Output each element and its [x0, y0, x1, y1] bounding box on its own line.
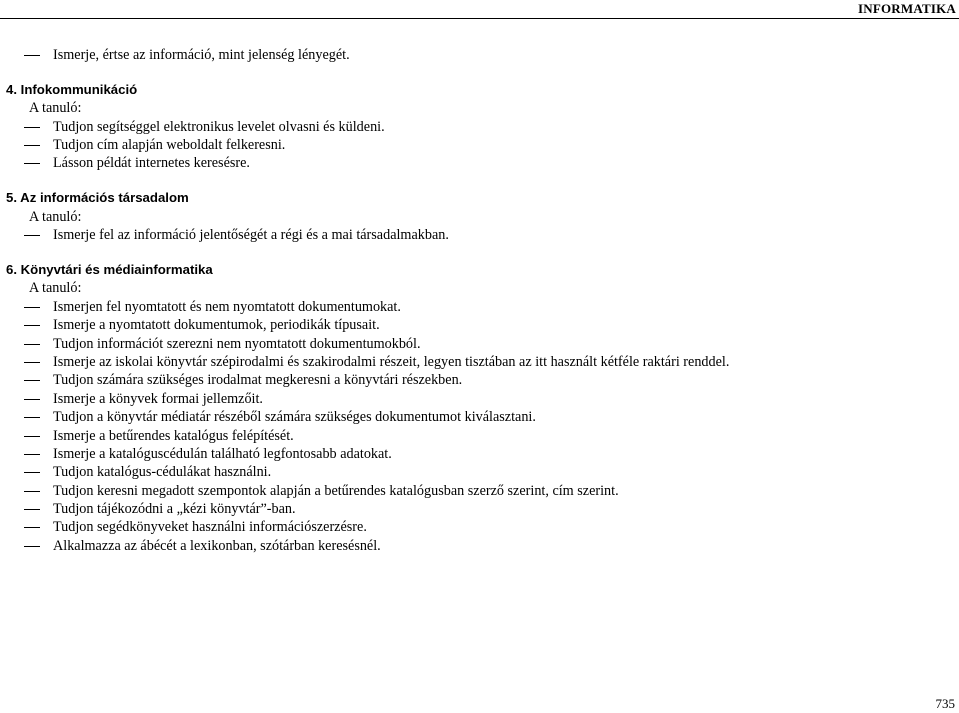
dash-bullet-icon: [24, 55, 40, 56]
document-body: [0, 46, 959, 555]
list-item: [0, 390, 959, 408]
running-header: [0, 0, 959, 19]
list-item-text: Tudjon tájékozódni a „kézi könyvtár”-ban.: [53, 501, 296, 518]
list-item: [0, 46, 959, 64]
dash-bullet-icon: [24, 546, 40, 547]
dash-bullet-icon: [24, 380, 40, 381]
list-item: [0, 371, 959, 389]
dash-bullet-icon: [24, 344, 40, 345]
list-item: [0, 463, 959, 481]
list-item: [0, 537, 959, 555]
dash-bullet-icon: [24, 417, 40, 418]
list-item-text: Alkalmazza az ábécét a lexikonban, szótárban keresésnél.: [53, 537, 381, 554]
section-heading: 5. Az információs társadalom: [6, 190, 189, 206]
dash-bullet-icon: [24, 399, 40, 400]
list-item: [0, 445, 959, 463]
list-item-text: Tudjon cím alapján weboldalt felkeresni.: [53, 137, 286, 154]
list-item: [0, 427, 959, 445]
list-item: [0, 518, 959, 536]
dash-bullet-icon: [24, 163, 40, 164]
list-item-text: Tudjon keresni megadott szempontok alapján a betűrendes katalógusban szerző szerint, cím szerint.: [53, 482, 619, 499]
list-item: [0, 500, 959, 518]
section-gap: [0, 173, 959, 190]
list-item: [0, 298, 959, 316]
dash-bullet-icon: [24, 454, 40, 455]
list-item-text: Tudjon segítséggel elektronikus levelet olvasni és küldeni.: [53, 118, 385, 135]
dash-bullet-icon: [24, 509, 40, 510]
header-title: INFORMATIKA: [857, 1, 956, 16]
dash-bullet-icon: [24, 145, 40, 146]
list-item-text: Ismerjen fel nyomtatott és nem nyomtatott dokumentumokat.: [53, 298, 401, 315]
list-item-text: Ismerje az iskolai könyvtár szépirodalmi és szakirodalmi részeit, legyen tisztában az itt használt kétféle raktári renddel.: [53, 353, 730, 370]
dash-bullet-icon: [24, 527, 40, 528]
list-item: [0, 226, 959, 244]
dash-bullet-icon: [24, 491, 40, 492]
list-item-text: Tudjon a könyvtár médiatár részéből számára szükséges dokumentumot kiválasztani.: [53, 409, 536, 426]
section-gap: [0, 245, 959, 262]
dash-bullet-icon: [24, 472, 40, 473]
list-item: [0, 136, 959, 154]
section-heading: 4. Infokommunikáció: [6, 81, 138, 97]
list-item-text: Ismerje a katalóguscédulán található legfontosabb adatokat.: [53, 445, 392, 462]
list-item: [0, 408, 959, 426]
list-item: [0, 154, 959, 172]
dash-bullet-icon: [24, 436, 40, 437]
section-gap: [0, 64, 959, 81]
section-subject-label: A tanuló:: [29, 280, 82, 297]
page-number: 735: [935, 696, 955, 711]
list-item-text: Ismerje a nyomtatott dokumentumok, periodikák típusait.: [53, 317, 380, 334]
dash-bullet-icon: [24, 127, 40, 128]
list-item-text: Ismerje fel az információ jelentőségét a régi és a mai társadalmakban.: [53, 227, 449, 244]
list-item-text: Ismerje a könyvek formai jellemzőit.: [53, 390, 263, 407]
list-item: [0, 482, 959, 500]
list-item-text: Tudjon információt szerezni nem nyomtatott dokumentumokból.: [53, 335, 421, 352]
dash-bullet-icon: [24, 325, 40, 326]
list-item-text: Tudjon katalógus-cédulákat használni.: [53, 464, 272, 481]
list-item: [0, 353, 959, 371]
list-item-text: Lásson példát internetes keresésre.: [53, 155, 250, 172]
section-subject-label: A tanuló:: [29, 100, 82, 117]
list-item-text: Ismerje, értse az információ, mint jelenség lényegét.: [53, 47, 350, 63]
dash-bullet-icon: [24, 362, 40, 363]
section-subject-label: A tanuló:: [29, 208, 82, 225]
section-heading: 6. Könyvtári és médiainformatika: [6, 262, 213, 278]
list-item-text: Tudjon számára szükséges irodalmat megkeresni a könyvtári részekben.: [53, 372, 463, 389]
sections-container: [0, 64, 959, 555]
list-item: [0, 335, 959, 353]
list-item-text: Ismerje a betűrendes katalógus felépítését.: [53, 427, 294, 444]
list-item: [0, 316, 959, 334]
list-item-text: Tudjon segédkönyveket használni információszerzésre.: [53, 519, 367, 536]
dash-bullet-icon: [24, 307, 40, 308]
dash-bullet-icon: [24, 235, 40, 236]
list-item: [0, 118, 959, 136]
